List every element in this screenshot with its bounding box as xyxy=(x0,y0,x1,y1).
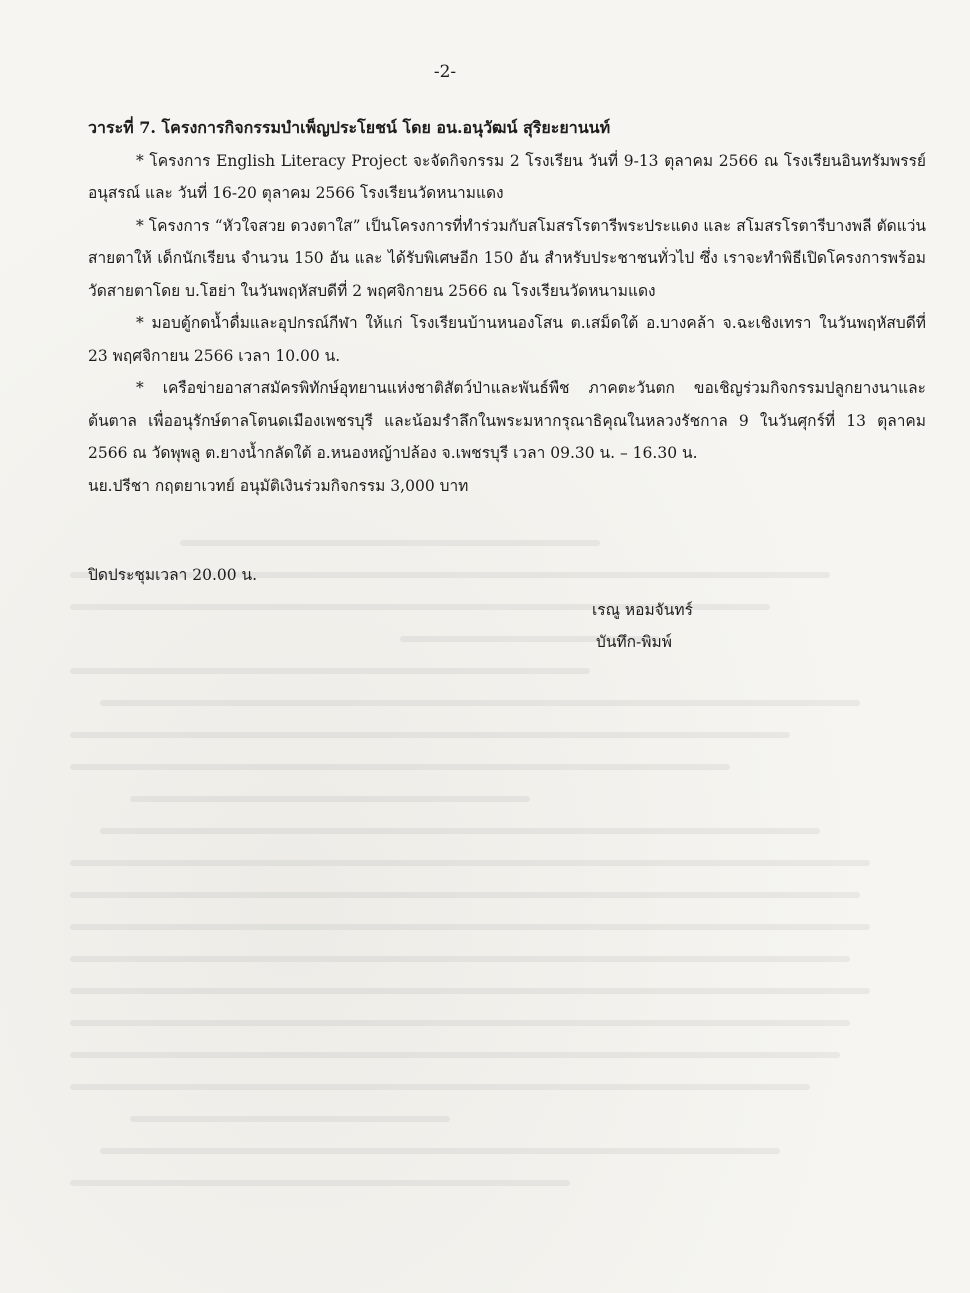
bleed-through-text xyxy=(40,500,920,1260)
agenda-section xyxy=(88,112,926,502)
page-number: -2- xyxy=(433,62,457,82)
agenda-approval: นย.ปรีชา กฤตยาเวทย์ อนุมัติเงินร่วมกิจกรรม 3,000 บาท xyxy=(88,476,469,495)
agenda-item-water-cooler: * มอบตู้กดน้ำดื่มและอุปกรณ์กีฬา ให้แก่ โรงเรียนบ้านหนองโสน ต.เสม็ดใต้ อ.บางคล้า จ.ฉะเชิงเทรา ในวันพฤหัสบดีที่ 23 พฤศจิกายน 2566 เวลา 10.00 น. xyxy=(88,314,926,365)
signature-block xyxy=(592,594,693,658)
agenda-heading: วาระที่ 7. โครงการกิจกรรมบำเพ็ญประโยชน์ โดย อน.อนุวัฒน์ สุริยะยานนท์ xyxy=(88,118,611,137)
signature-role: บันทึก-พิมพ์ xyxy=(596,633,672,651)
agenda-item-english-literacy: * โครงการ English Literacy Project จะจัดกิจกรรม 2 โรงเรียน วันที่ 9-13 ตุลาคม 2566 ณ โรงเรียนอินทรัมพรรย์อนุสรณ์ และ วันที่ 16-20 ตุลาคม 2566 โรงเรียนวัดหนามแดง xyxy=(88,151,926,202)
closing-time: ปิดประชุมเวลา 20.00 น. xyxy=(88,566,258,584)
agenda-item-tree-planting: * เครือข่ายอาสาสมัครพิทักษ์อุทยานแห่งชาติสัตว์ป่าและพันธ์พืช ภาคตะวันตก ขอเชิญร่วมกิจกรรมปลูกยางนาและต้นตาล เพื่ออนุรักษ์ตาลโตนดเมืองเพชรบุรี และน้อมรำลึกในพระมหากรุณาธิคุณในหลวงรัชกาล 9 ในวันศุกร์ที่ 13 ตุลาคม 2566 ณ วัดพุพลู ต.ยางน้ำกลัดใต้ อ.หนองหญ้าปล้อง จ.เพชรบุรี เวลา 09.30 น. – 16.30 น. xyxy=(88,379,926,462)
agenda-item-eyeglasses: * โครงการ “หัวใจสวย ดวงตาใส” เป็นโครงการที่ทำร่วมกับสโมสรโรตารีพระประแดง และ สโมสรโรตารีบางพลี ตัดแว่นสายตาให้ เด็กนักเรียน จำนวน 150 อัน และ ได้รับพิเศษอีก 150 อัน สำหรับประชาชนทั่วไป ซึ่ง เราจะทำพิธีเปิดโครงการพร้อมวัดสายตาโดย บ.โฮย่า ในวันพฤหัสบดีที่ 2 พฤศจิกายน 2566 ณ โรงเรียนวัดหนามแดง xyxy=(88,216,926,300)
signature-name: เรณู หอมจันทร์ xyxy=(592,601,693,619)
